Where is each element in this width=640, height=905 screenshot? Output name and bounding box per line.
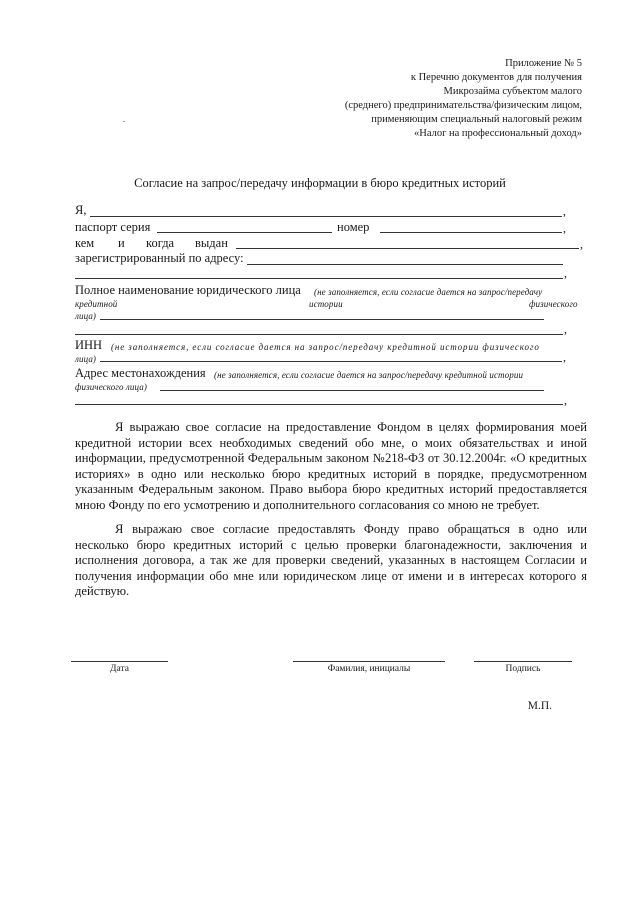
legal-name-note-2a: кредитной bbox=[75, 299, 118, 309]
label-passport-series: паспорт серия bbox=[75, 220, 151, 234]
date-line[interactable] bbox=[71, 661, 168, 662]
label-issued: выдан bbox=[195, 236, 228, 250]
comma: , bbox=[580, 237, 583, 251]
appendix-line-2: к Перечню документов для получения bbox=[410, 72, 582, 83]
appendix-line-5: применяющим специальный налоговый режим bbox=[371, 114, 582, 125]
legal-name-note-2c: физического bbox=[529, 299, 578, 309]
comma: , bbox=[564, 266, 567, 280]
label-inn: ИНН bbox=[75, 338, 103, 352]
legal-name-note-1: (не заполняется, если согласие дается на запрос/передачу bbox=[314, 287, 543, 297]
label-issued-when: когда bbox=[146, 236, 175, 250]
field-passport-series[interactable] bbox=[157, 232, 332, 233]
legal-name-note-2b: истории bbox=[309, 299, 343, 309]
signature-line[interactable] bbox=[474, 661, 572, 662]
field-registered-address[interactable] bbox=[247, 264, 563, 265]
field-passport-number[interactable] bbox=[380, 232, 562, 233]
document-title: Согласие на запрос/передачу информации в бюро кредитных историй bbox=[134, 176, 506, 190]
field-address-cont[interactable] bbox=[75, 404, 563, 405]
field-address[interactable] bbox=[160, 390, 544, 391]
inn-note-1: (не заполняется, если согласие дается на запрос/передачу кредитной истории физического bbox=[111, 342, 540, 352]
comma: , bbox=[564, 393, 567, 407]
appendix-line-1: Приложение № 5 bbox=[505, 58, 582, 69]
field-legal-name[interactable] bbox=[100, 319, 544, 320]
consent-paragraph-2: Я выражаю свое согласие предоставлять Фонду право обращаться в одно или несколько бюро кредитных историй с целью проверки благонадежности, заключения и исполнения договора, а так же для проверки сведений, указанных в настоящем Согласии и получения информации обо мне или юридическом лице от имени и в интересах которого я действую. bbox=[75, 522, 587, 599]
label-passport-number: номер bbox=[337, 220, 370, 234]
comma: , bbox=[563, 221, 566, 235]
name-label: Фамилия, инициалы bbox=[327, 664, 411, 674]
field-inn[interactable] bbox=[100, 361, 562, 362]
date-label: Дата bbox=[110, 664, 129, 674]
address-note-2: физического лица) bbox=[75, 382, 147, 392]
comma: , bbox=[563, 204, 566, 218]
appendix-line-3: Микрозайма субъектом малого bbox=[443, 86, 582, 97]
field-legal-name-cont[interactable] bbox=[75, 334, 563, 335]
field-registered-address-cont[interactable] bbox=[75, 278, 563, 279]
appendix-header bbox=[322, 57, 582, 141]
legal-name-note-3: лица) bbox=[75, 311, 97, 321]
appendix-line-6: «Налог на профессиональный доход» bbox=[414, 128, 582, 139]
inn-note-2: лица) bbox=[75, 354, 97, 364]
consent-paragraph-1: Я выражаю свое согласие на предоставление Фондом в целях формирования моей кредитной истории всех необходимых сведений обо мне, о моих обязательствах и иной информации, предусмотренной Федеральным законом №218-ФЗ от 30.12.2004г. «О кредитных историях» в одно или несколько бюро кредитных историй в порядке, предусмотренном указанным Федеральным законом. Право выбора бюро кредитных историй предоставляется мною Фонду по его усмотрению и дополнительного согласования со мною не требует. bbox=[75, 420, 587, 512]
label-ya: Я, bbox=[75, 203, 87, 217]
label-issued-and: и bbox=[118, 236, 125, 250]
signature-label: Подпись bbox=[505, 664, 541, 674]
field-issued-by[interactable] bbox=[236, 248, 579, 249]
address-note-1: (не заполняется, если согласие дается на запрос/передачу кредитной истории bbox=[214, 370, 524, 380]
label-address: Адрес местонахождения bbox=[75, 366, 206, 380]
comma: , bbox=[563, 350, 566, 364]
label-registered-address: зарегистрированный по адресу: bbox=[75, 251, 244, 265]
stamp-place: М.П. bbox=[527, 700, 552, 712]
scan-speck bbox=[123, 121, 125, 122]
appendix-line-4: (среднего) предпринимательства/физическим лицом, bbox=[344, 100, 582, 111]
comma: , bbox=[564, 322, 567, 336]
field-full-name[interactable] bbox=[90, 216, 562, 217]
name-line[interactable] bbox=[293, 661, 445, 662]
label-issued-by: кем bbox=[75, 236, 95, 250]
label-legal-name: Полное наименование юридического лица bbox=[75, 283, 301, 297]
